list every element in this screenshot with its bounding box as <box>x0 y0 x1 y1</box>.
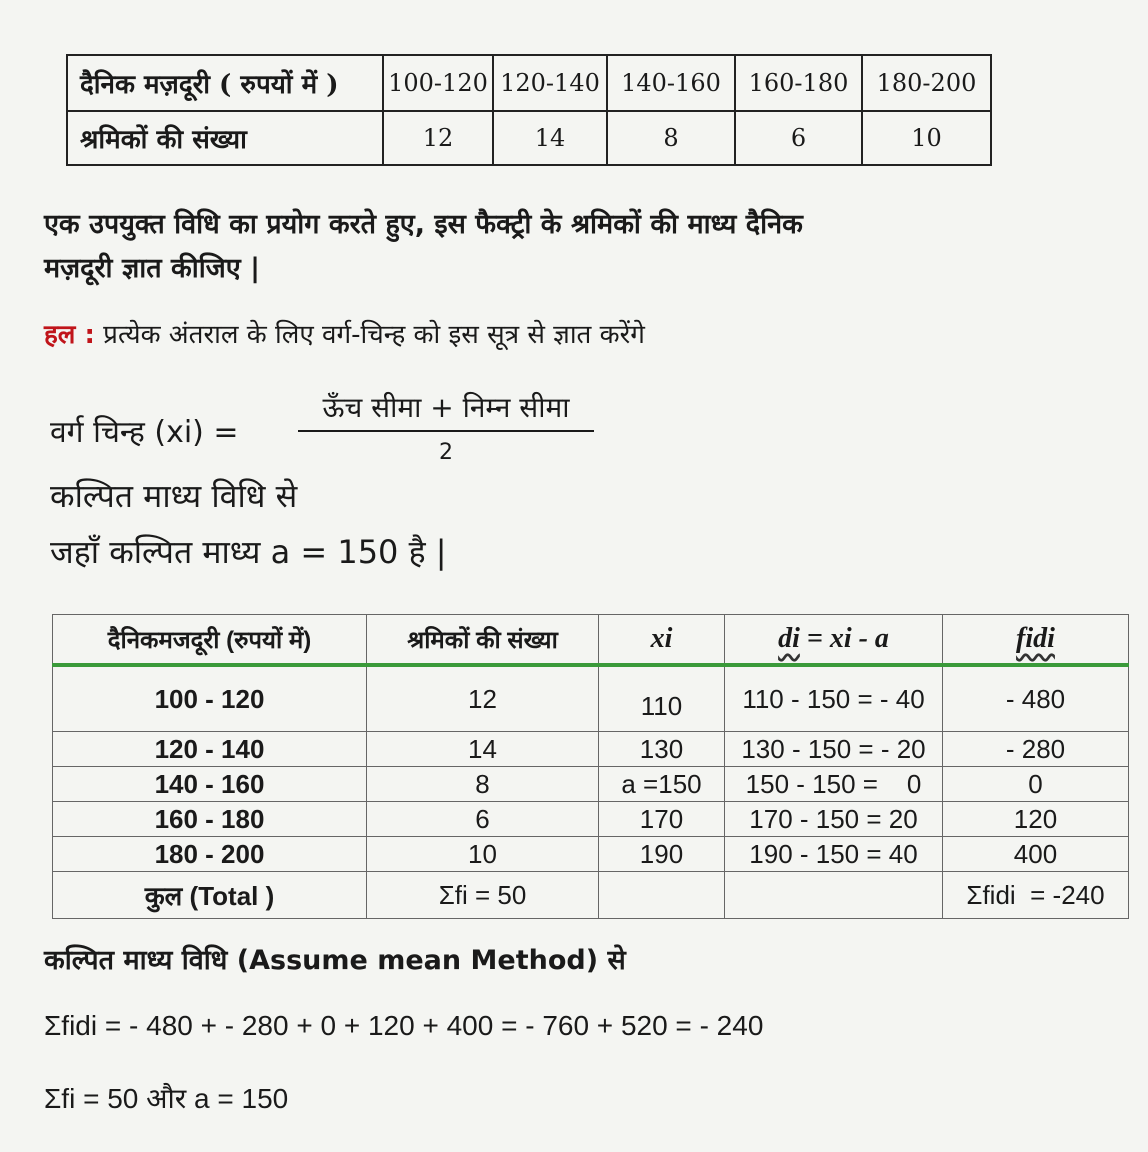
worker-count-row <box>67 111 991 165</box>
table-row <box>53 767 1129 802</box>
frequency-cell: 6 <box>367 802 599 837</box>
wage-class-cell: 100-120 <box>383 55 493 111</box>
header-xi: xi <box>599 615 725 666</box>
assumed-mean-heading: कल्पित माध्य विधि से <box>50 477 298 515</box>
formula-lhs: वर्ग चिन्ह (xi) = <box>50 415 239 450</box>
wage-row-header: दैनिक मज़दूरी ( रुपयों में ) <box>67 55 383 111</box>
worker-count-header: श्रमिकों की संख्या <box>67 111 383 165</box>
class-interval-cell: 120 - 140 <box>53 732 367 767</box>
header-fidi-label: fidi <box>1016 623 1055 654</box>
class-interval-cell: 160 - 180 <box>53 802 367 837</box>
worker-count-cell: 10 <box>862 111 991 165</box>
header-di <box>725 615 943 666</box>
calculation-table <box>52 614 1129 919</box>
wage-class-cell: 120-140 <box>493 55 607 111</box>
fidi-cell: 400 <box>943 837 1129 872</box>
calculation-header-row <box>53 615 1129 666</box>
frequency-cell: 8 <box>367 767 599 802</box>
table-row <box>53 837 1129 872</box>
formula-fraction <box>298 388 594 465</box>
solution-intro <box>44 315 645 355</box>
worker-count-cell: 14 <box>493 111 607 165</box>
fidi-cell: 120 <box>943 802 1129 837</box>
header-worker-count: श्रमिकों की संख्या <box>367 615 599 666</box>
midpoint-cell: 130 <box>599 732 725 767</box>
header-daily-wage: दैनिकमजदूरी (रुपयों में) <box>53 615 367 666</box>
question-line-2: मज़दूरी ज्ञात कीजिए | <box>44 253 260 284</box>
wage-frequency-table <box>66 54 992 166</box>
table-row <box>53 802 1129 837</box>
empty-cell <box>725 872 943 919</box>
deviation-cell: 190 - 150 = 40 <box>725 837 943 872</box>
question-text <box>44 203 1044 291</box>
frequency-cell: 10 <box>367 837 599 872</box>
deviation-cell: 170 - 150 = 20 <box>725 802 943 837</box>
frequency-cell: 12 <box>367 665 599 732</box>
frequency-cell: 14 <box>367 732 599 767</box>
wage-row <box>67 55 991 111</box>
formula-denominator: 2 <box>439 440 453 465</box>
table-row <box>53 732 1129 767</box>
header-di-formula: = xi - a <box>806 623 889 654</box>
sum-fidi-cell: Σfidi = -240 <box>943 872 1129 919</box>
class-interval-cell: 180 - 200 <box>53 837 367 872</box>
sum-fi-equation: Σfi = 50 और a = 150 <box>44 1083 289 1114</box>
header-fidi <box>943 615 1129 666</box>
total-row <box>53 872 1129 919</box>
empty-cell <box>599 872 725 919</box>
assumed-mean-value: जहाँ कल्पित माध्य a = 150 है | <box>50 533 447 571</box>
solution-label: हल : <box>44 320 95 350</box>
class-interval-cell: 140 - 160 <box>53 767 367 802</box>
header-di-symbol: di <box>778 623 800 654</box>
question-line-1: एक उपयुक्त विधि का प्रयोग करते हुए, इस फैक्ट्री के श्रमिकों की माध्य दैनिक <box>44 209 803 240</box>
worker-count-cell: 12 <box>383 111 493 165</box>
table-row <box>53 665 1129 732</box>
formula-numerator: ऊँच सीमा + निम्न सीमा <box>298 388 594 432</box>
fidi-cell: 0 <box>943 767 1129 802</box>
midpoint-cell: 170 <box>599 802 725 837</box>
sum-fidi-equation: Σfidi = - 480 + - 280 + 0 + 120 + 400 = - 760 + 520 = - 240 <box>44 1010 764 1041</box>
deviation-cell: 150 - 150 = 0 <box>725 767 943 802</box>
wage-class-cell: 180-200 <box>862 55 991 111</box>
wage-class-cell: 140-160 <box>607 55 735 111</box>
fidi-cell: - 280 <box>943 732 1129 767</box>
total-label-cell: कुल (Total ) <box>53 872 367 919</box>
midpoint-cell: 110 <box>599 665 725 732</box>
method-heading: कल्पित माध्य विधि (Assume mean Method) से <box>44 945 626 976</box>
deviation-cell: 110 - 150 = - 40 <box>725 665 943 732</box>
sum-fi-cell: Σfi = 50 <box>367 872 599 919</box>
worker-count-cell: 8 <box>607 111 735 165</box>
class-interval-cell: 100 - 120 <box>53 665 367 732</box>
worker-count-cell: 6 <box>735 111 862 165</box>
solution-text: प्रत्येक अंतराल के लिए वर्ग-चिन्ह को इस सूत्र से ज्ञात करेंगे <box>103 320 645 350</box>
fidi-cell: - 480 <box>943 665 1129 732</box>
midpoint-cell: 190 <box>599 837 725 872</box>
midpoint-cell: a =150 <box>599 767 725 802</box>
wage-class-cell: 160-180 <box>735 55 862 111</box>
deviation-cell: 130 - 150 = - 20 <box>725 732 943 767</box>
